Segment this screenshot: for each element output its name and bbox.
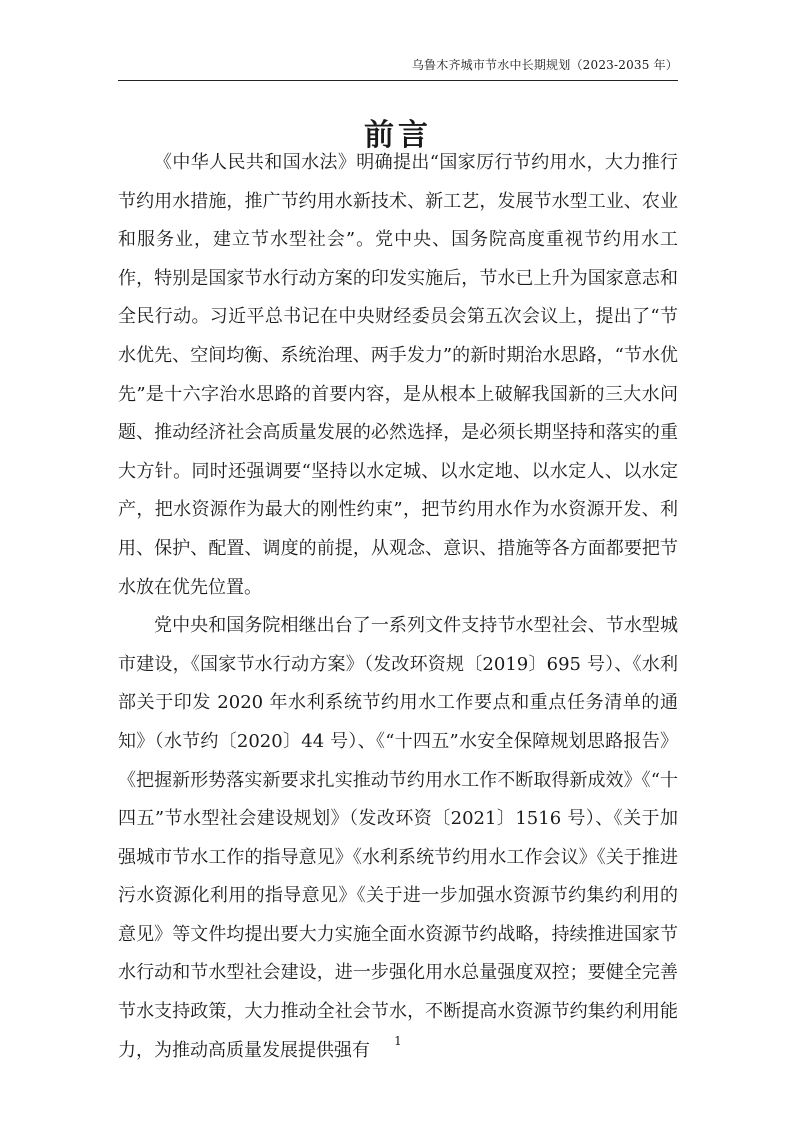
paragraph-1: 《中华人民共和国水法》明确提出“国家厉行节约用水，大力推行节约用水措施，推广节约用水新技术、新工艺，发展节水型工业、农业和服务业，建立节水型社会”。党中央、国务院高度重视节约用水工作，特别是国家节水行动方案的印发实施后，节水已上升为国家意志和全民行动。习近平总书记在中央财经委员会第五次会议上，提出了“节水优先、空间均衡、系统治理、两手发力”的新时期治水思路，“节水优先”是十六字治水思路的首要内容，是从根本上破解我国新的三大水问题、推动经济社会高质量发展的必然选择，是必须长期坚持和落实的重大方针。同时还强调要“坚持以水定城、以水定地、以水定人、以水定产，把水资源作为最大的刚性约束”，把节约用水作为水资源开发、利用、保护、配置、调度的前提，从观念、意识、措施等各方面都要把节水放在优先位置。 [118, 152, 678, 598]
running-header: 乌鲁木齐城市节水中长期规划（2023-2035 年） [411, 58, 678, 72]
page-number: 1 [394, 1034, 402, 1048]
page-title: 前言 [364, 118, 432, 154]
document-body [118, 144, 678, 1070]
paragraph-2: 党中央和国务院相继出台了一系列文件支持节水型社会、节水型城市建设，《国家节水行动方案》（发改环资规〔2019〕695 号）、《水利部关于印发 2020 年水利系统节约用水工作要点和重点任务清单的通知》（水节约〔2020〕44 号）、《“十四五”水安全保障规划思路报告》《把握新形势落实新要求扎实推动节约用水工作不断取得新成效》《“十四五”节水型社会建设规划》（发改环资〔2021〕1516 号）、《关于加强城市节水工作的指导意见》《水利系统节约用水工作会议》《关于推进污水资源化利用的指导意见》《关于进一步加强水资源节约集约利用的意见》等文件均提出要大力实施全面水资源节约战略，持续推进国家节水行动和节水型社会建设，进一步强化用水总量强度双控；要健全完善节水支持政策，大力推动全社会节水，不断提高水资源节约集约利用能力，为推动高质量发展提供强有 [118, 615, 678, 1061]
header-rule [118, 80, 678, 81]
